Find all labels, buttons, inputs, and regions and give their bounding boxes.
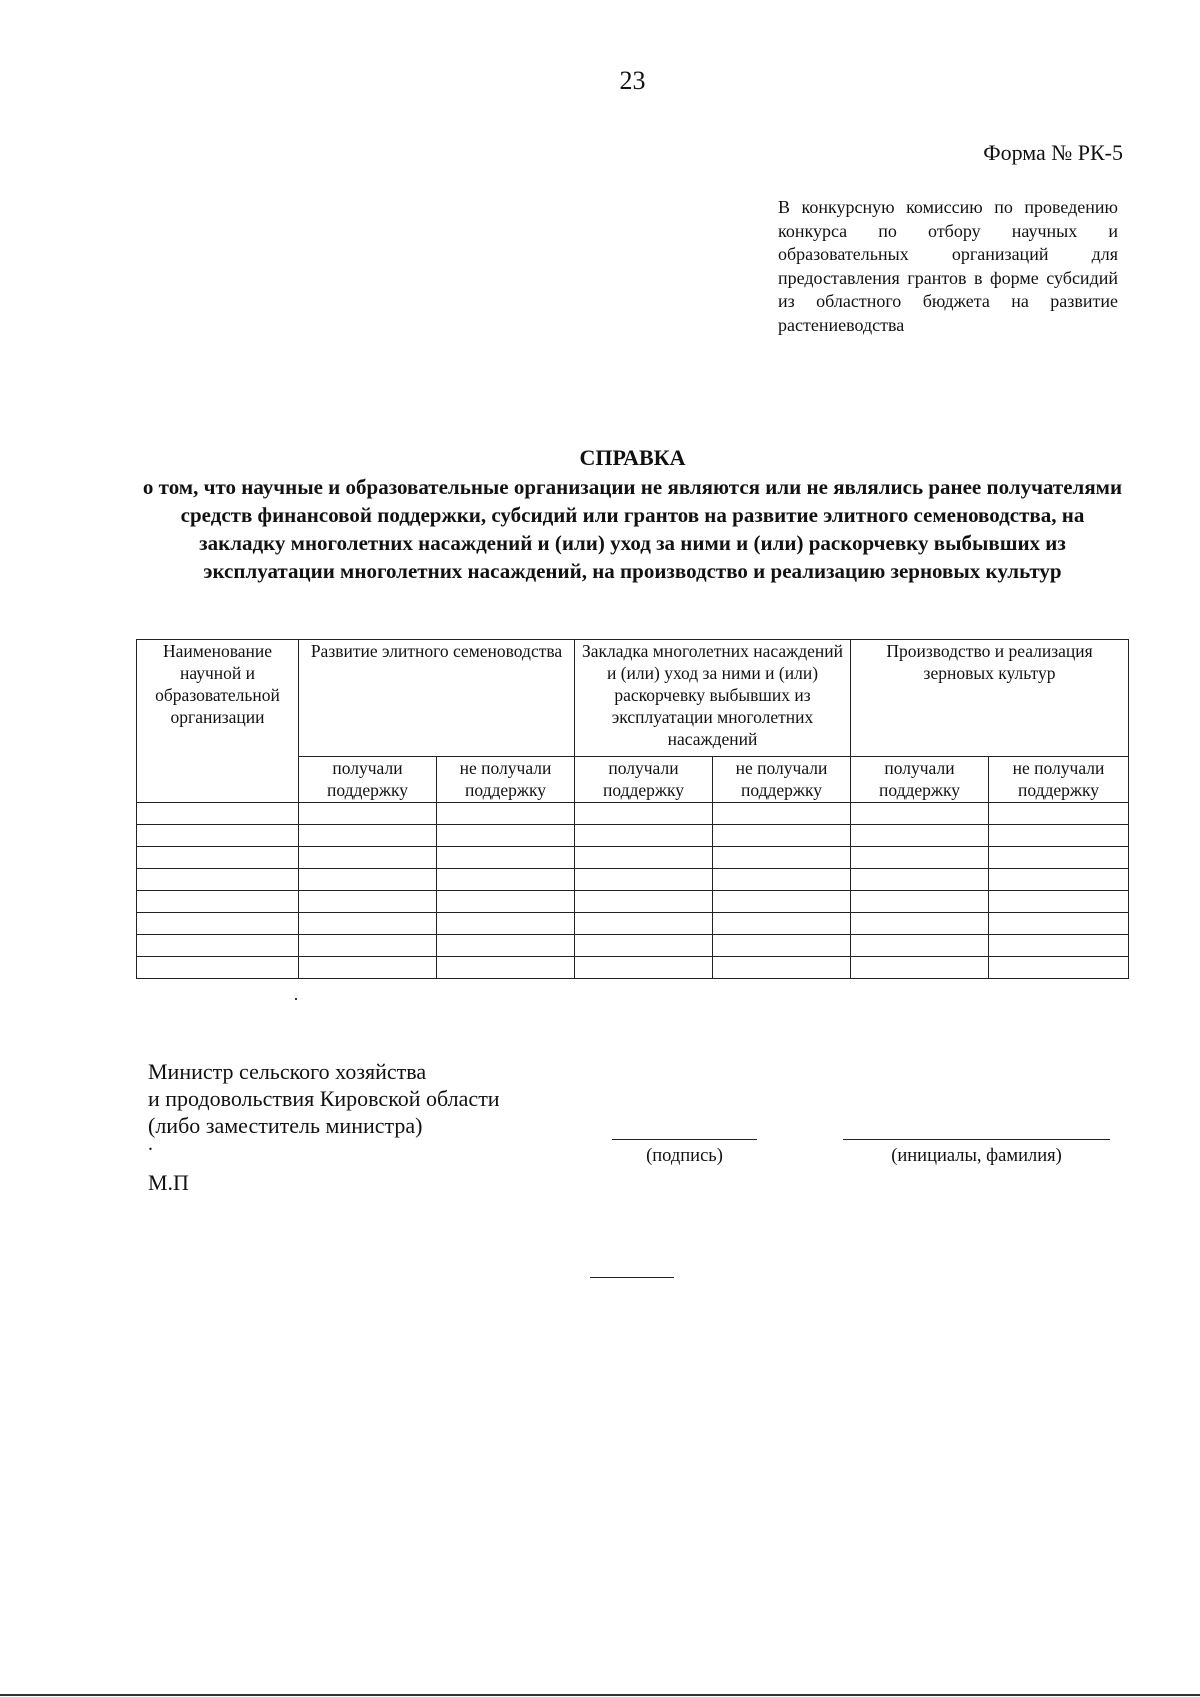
- signatory-line-1: Министр сельского хозяйства: [148, 1059, 427, 1084]
- header-not-received-1: не получали поддержку: [437, 757, 575, 803]
- page-number: 23: [619, 66, 646, 95]
- name-line: [843, 1139, 1110, 1140]
- table-row: [137, 869, 1129, 891]
- table-row: [137, 891, 1129, 913]
- signatory-line-2: и продовольствия Кировской области: [148, 1086, 500, 1111]
- stray-period: .: [148, 1133, 153, 1155]
- support-table: [136, 639, 1129, 979]
- header-not-received-3: не получали поддержку: [989, 757, 1129, 803]
- document-title: СПРАВКА: [579, 445, 686, 470]
- stray-dot: [295, 998, 297, 1000]
- signature-caption: (подпись): [646, 1146, 723, 1166]
- signatory-line-3: (либо заместитель министра): [148, 1113, 423, 1138]
- table-row: [137, 825, 1129, 847]
- table-row: [137, 913, 1129, 935]
- header-received-2: получали поддержку: [575, 757, 713, 803]
- document-subtitle: о том, что научные и образовательные организации не являются или не являлись ранее получателями средств финансовой поддержки, субсидий или грантов на развитие элитного семеноводства, на закладку многолетних насаждений и (или) уход за ними и (или) раскорчевку выбывших из эксплуатации многолетних насаждений, на производство и реализацию зерновых культур: [142, 475, 1123, 583]
- header-grain-crops: Производство и реализация зерновых культур: [851, 640, 1129, 757]
- signature-line: [612, 1139, 757, 1140]
- seal-placeholder: М.П: [148, 1170, 189, 1195]
- header-organization: Наименование научной и образовательной организации: [137, 640, 299, 803]
- header-perennial-plantings: Закладка многолетних насаждений и (или) уход за ними и (или) раскорчевку выбывших из эксплуатации многолетних насаждений: [575, 640, 851, 757]
- name-caption: (инициалы, фамилия): [891, 1146, 1062, 1166]
- header-received-1: получали поддержку: [299, 757, 437, 803]
- end-separator: [590, 1277, 674, 1278]
- table-row: [137, 847, 1129, 869]
- header-not-received-2: не получали поддержку: [713, 757, 851, 803]
- header-received-3: получали поддержку: [851, 757, 989, 803]
- header-elite-seed: Развитие элитного семеноводства: [299, 640, 575, 757]
- table-row: [137, 935, 1129, 957]
- table-row: [137, 803, 1129, 825]
- table-row: [137, 957, 1129, 979]
- form-number: Форма № РК-5: [983, 140, 1123, 165]
- signatory-block: [148, 1058, 500, 1139]
- addressee-block: В конкурсную комиссию по проведению конкурса по отбору научных и образовательных организаций для предоставления грантов в форме субсидий из областного бюджета на развитие растениеводства: [778, 197, 1118, 335]
- bottom-rule: [0, 1694, 1200, 1696]
